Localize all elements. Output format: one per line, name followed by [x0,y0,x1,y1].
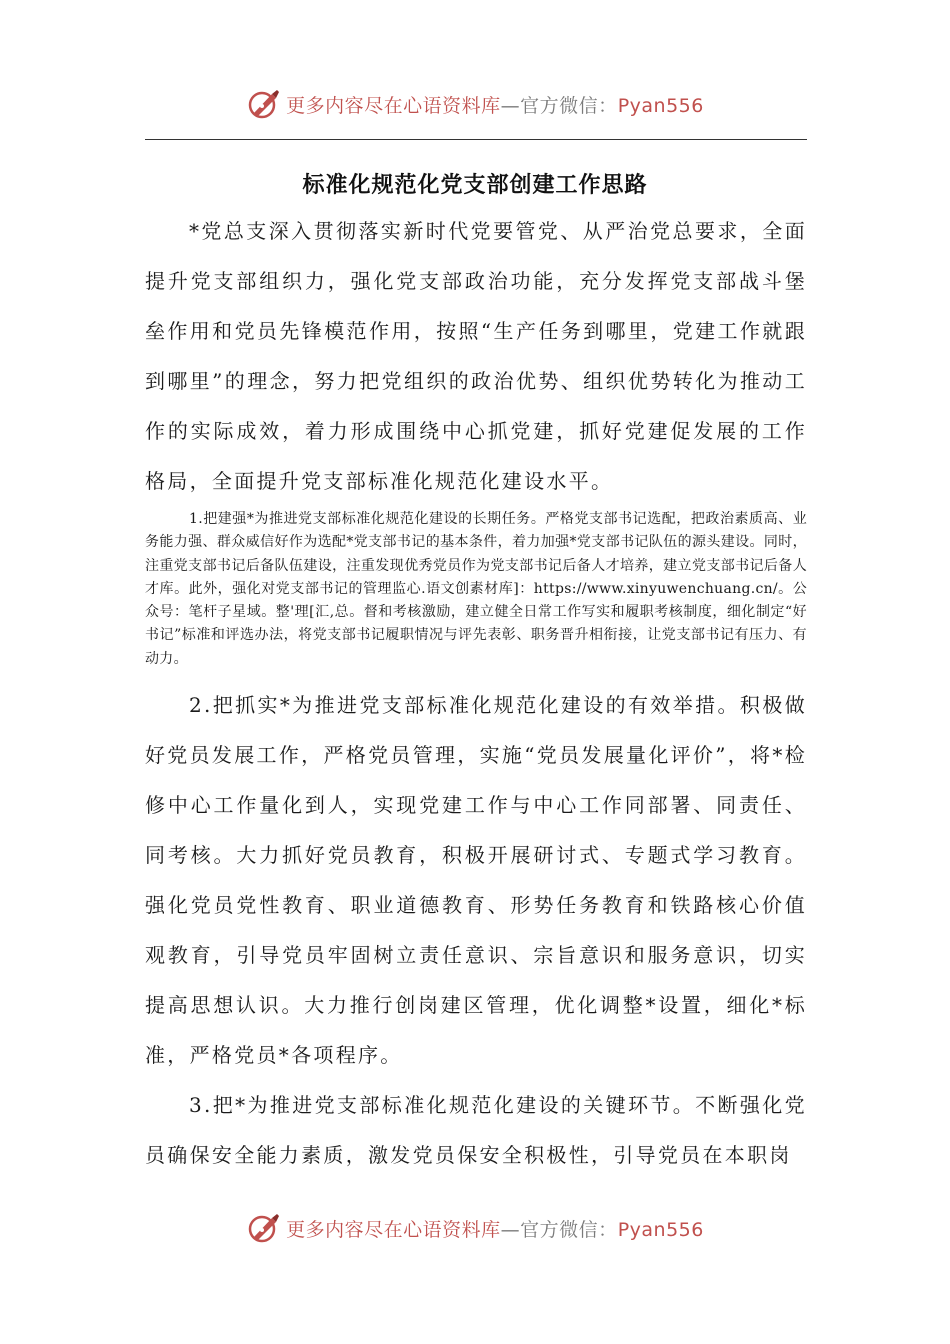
section-1-paragraph: 1.把建强*为推进党支部标准化规范化建设的长期任务。严格党支部书记选配，把政治素质高、业务能力强、群众威信好作为选配*党支部书记的基本条件，着力加强*党支部书记队伍的源头建设。同时，注重党支部书记后备队伍建设，注重发现优秀党员作为党支部书记后备人才培养，建立党支部书记后备人才库。此外，强化对党支部书记的管理监心.语文创素材库]：https://www.xinyuwenchuang.cn/。公众号：笔杆子星域。整'理[汇,总。督和考核激励，建立健全日常工作写实和履职考核制度，细化制定“好书记”标准和评选办法，将党支部书记履职情况与评先表彰、职务晋升相衔接，让党支部书记有压力、有动力。 [145,511,807,667]
banner-wechat-label: 官方微信： [520,1218,618,1241]
intro-paragraph: *党总支深入贯彻落实新时代党要管党、从严治党总要求，全面提升党支部组织力，强化党支部政治功能，充分发挥党支部战斗堡垒作用和党员先锋模范作用，按照“生产任务到哪里，党建工作就跟到哪里”的理念，努力把党组织的政治优势、组织优势转化为推动工作的实际成效，着力形成围绕中心抓党建，抓好党建促发展的工作格局，全面提升党支部标准化规范化建设水平。 [145,219,807,493]
header-banner [0,84,950,124]
banner-main: 更多内容尽在心语资料库 [286,94,501,117]
banner-wechat-id: Pyan556 [617,1218,704,1241]
banner-main: 更多内容尽在心语资料库 [286,1218,501,1241]
section-2-paragraph: 2.把抓实*为推进党支部标准化规范化建设的有效举措。积极做好党员发展工作，严格党员管理，实施“党员发展量化评价”，将*检修中心工作量化到人，实现党建工作与中心工作同部署、同责任、同考核。大力抓好党员教育，积极开展研讨式、专题式学习教育。强化党员党性教育、职业道德教育、形势任务教育和铁路核心价值观教育，引导党员牢固树立责任意识、宗旨意识和服务意识，切实提高思想认识。大力推行创岗建区管理，优化调整*设置，细化*标准，严格党员*各项程序。 [145,693,807,1067]
footer-banner [0,1208,950,1248]
header-divider [145,139,807,140]
banner-text [286,91,704,118]
banner-wechat-label: 官方微信： [520,94,618,117]
pen-nib-logo-icon [246,86,282,122]
banner-dash: — [500,94,521,117]
banner-dash: — [500,1218,521,1241]
section-3-paragraph: 3.把*为推进党支部标准化规范化建设的关键环节。不断强化党员确保安全能力素质，激发党员保安全积极性，引导党员在本职岗 [145,1093,807,1167]
banner-wechat-id: Pyan556 [617,94,704,117]
document-title: 标准化规范化党支部创建工作思路 [302,172,648,198]
banner-text [286,1215,704,1242]
pen-nib-logo-icon [246,1210,282,1246]
